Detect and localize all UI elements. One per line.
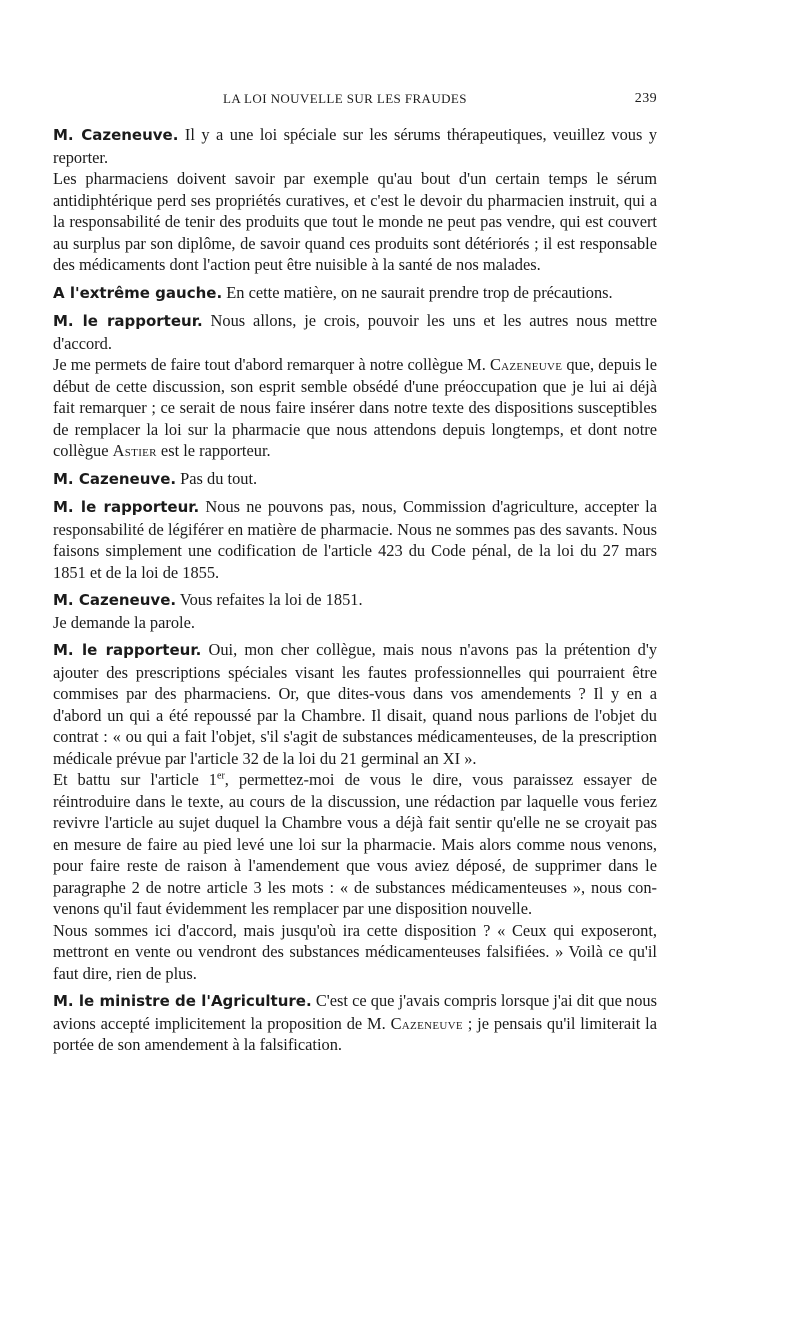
paragraph xyxy=(53,468,657,491)
speaker-name: A l'extrême gauche. xyxy=(53,283,223,302)
speech-text: est le rapporteur. xyxy=(156,441,271,460)
running-header xyxy=(223,91,657,111)
speech-text: Je demande la parole. xyxy=(53,612,195,632)
paragraph xyxy=(53,124,657,168)
speech-text: Nous allons, je crois, pouvoir les uns et les autres nous mettre d'accord. xyxy=(53,311,657,353)
speech-text: Et battu sur l'article 1 xyxy=(53,770,218,789)
speech-text: Nous ne pouvons pas, nous, Commission d'agriculture, accepter la responsabilité de légiférer en matière de pharmacie. Nous ne sommes pas des savants. Nous faisons simplement une codification de l'article 423 du Code pénal, de la loi du 27 mars 1851 et de la loi de 1855. xyxy=(53,497,658,582)
page-body xyxy=(53,124,657,1056)
speech-text: Il y a une loi spéciale sur les sérums thérapeutiques, veuillez vous y reporter. xyxy=(53,125,658,167)
speaker-name: M. Cazeneuve. xyxy=(53,469,177,488)
speaker-name: M. Cazeneuve. xyxy=(53,126,179,144)
person-name: Astier xyxy=(112,441,157,460)
paragraph xyxy=(53,612,657,634)
speaker-name: M. le rapporteur. xyxy=(53,498,200,516)
person-name: Cazeneuve xyxy=(390,1013,463,1033)
paragraph xyxy=(53,990,657,1056)
superscript: er xyxy=(217,770,225,782)
paragraph xyxy=(53,282,657,305)
speech-text: , permettez-moi de vous le dire, vous paraissez essayer de réintroduire dans le texte, au cours de la discussion, une rédaction par laquelle vous feriez revivre l'article au sujet duquel la Chambre vous a déjà fait sentir qu'elle ne se croyait pas en mesure de faire au pied levé une loi sur la pharmacie. Mais alors comme nous venons, pour faire reste de raison à l'amendement que vous aviez déposé, de supprimer dans le paragraphe 2 de notre article 3 les mots : « de substances médicamenteuses », nous convenons qu'il faut évidemment les remplacer par une disposition nouvelle. xyxy=(53,770,657,918)
paragraph xyxy=(53,639,657,769)
running-title: LA LOI NOUVELLE SUR LES FRAUDES xyxy=(223,91,467,106)
speech-text: Les pharmaciens doivent savoir par exemple qu'au bout d'un certain temps le sérum antidiphtérique perd ses propriétés curatives, et c'est le devoir du pharmacien instruit, qui a la responsabilité de tenir des produits que tout le monde ne peut pas vendre, qui est couvert au surplus par son diplôme, de savoir quand ces produits sont détériorés ; il est responsable des médicaments dont l'action peut être nuisible à la santé de nos malades. xyxy=(53,169,657,274)
paragraph xyxy=(53,496,657,583)
speech-text: Pas du tout. xyxy=(176,468,258,488)
speaker-name: M. le rapporteur. xyxy=(53,641,202,659)
speech-text: Nous sommes ici d'accord, mais jusqu'où ira cette disposition ? « Ceux qui exposeront, mettront en vente ou vendront des substances médicamenteuses falsifiées. » Voilà ce qu'il faut dire, rien de plus. xyxy=(53,920,657,983)
speech-text: Vous refaites la loi de 1851. xyxy=(176,590,363,609)
page-number: 239 xyxy=(634,91,657,106)
paragraph xyxy=(53,168,657,276)
speech-text: que, depuis le début de cette discussion, son esprit semble obsédé d'une préoccupation que je lui ai déjà fait remarquer ; ce serait de nous faire insérer dans notre texte des dispositions susceptibles de remplacer la loi sur la pharmacie que nous attendons depuis longtemps, et dont notre collègue xyxy=(53,355,657,460)
speaker-name: M. le ministre de l'Agriculture. xyxy=(53,992,312,1010)
speech-text: Oui, mon cher collègue, mais nous n'avons pas la prétention d'y ajouter des prescriptions spéciales visant les fautes professionnelles qui pourraient être commises par des pharmaciens. Or, que dites-vous dans vos amendements ? Il y en a d'abord un qui a été repoussé par la Chambre. Il disait, quand nous parlions de l'objet du contrat : « ou qui a fait l'objet, s'il s'agit de substances médicamenteuses, de la prescription médicale prévue par l'article 32 de la loi du 21 germinal an XI ». xyxy=(53,640,658,768)
paragraph xyxy=(53,769,657,920)
paragraph xyxy=(53,920,657,985)
speaker-name: M. le rapporteur. xyxy=(53,312,203,330)
paragraph xyxy=(53,310,657,354)
speaker-name: M. Cazeneuve. xyxy=(53,591,177,609)
person-name: Cazeneuve xyxy=(489,355,563,374)
paragraph xyxy=(53,589,657,612)
speech-text: ; je pensais qu'il limiterait la portée de son amendement à la falsification. xyxy=(53,1013,657,1054)
paragraph xyxy=(53,354,657,462)
speech-text: C'est ce que j'avais compris lorsque j'ai dit que nous avions accepté implicitement la proposition de M. xyxy=(53,991,658,1033)
speech-text: En cette matière, on ne saurait prendre trop de précautions. xyxy=(222,282,613,302)
speech-text: Je me permets de faire tout d'abord remarquer à notre collègue M. xyxy=(53,355,490,374)
